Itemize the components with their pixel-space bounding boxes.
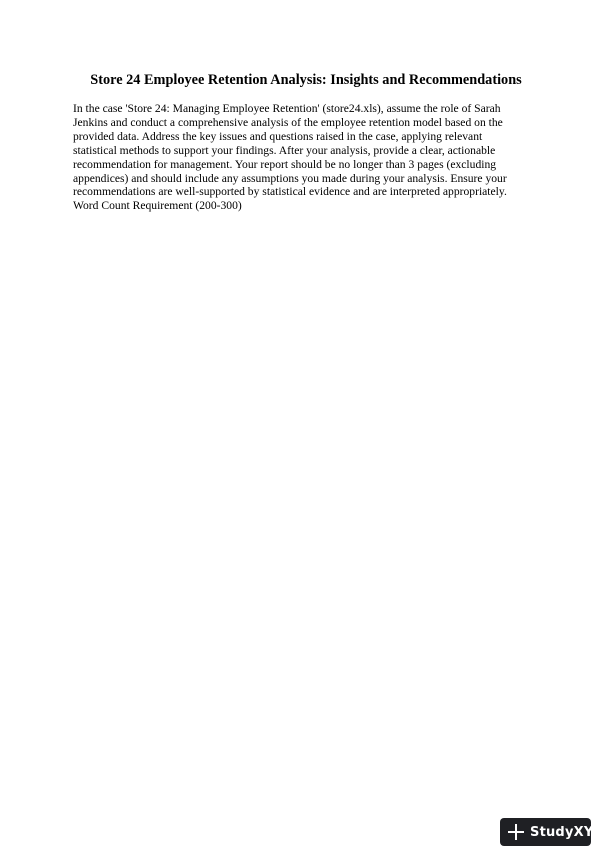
body-line: provided data. Address the key issues and questions raised in the case, applying relevant — [73, 129, 483, 143]
body-line: recommendations are well-supported by statistical evidence and are interpreted appropriately. — [73, 185, 507, 199]
body-line: Word Count Requirement (200-300) — [73, 199, 242, 213]
document-body — [73, 102, 543, 213]
studyxy-watermark-badge[interactable] — [500, 818, 594, 846]
plus-icon — [508, 824, 524, 840]
document-title: Store 24 Employee Retention Analysis: Insights and Recommendations — [90, 72, 522, 88]
body-line: statistical methods to support your findings. After your analysis, provide a clear, actionable — [73, 143, 496, 157]
body-line: In the case 'Store 24: Managing Employee Retention' (store24.xls), assume the role of Sarah — [73, 102, 501, 115]
body-line: recommendation for management. Your report should be no longer than 3 pages (excluding — [73, 157, 497, 171]
body-line: Jenkins and conduct a comprehensive analysis of the employee retention model based on the — [73, 115, 503, 129]
body-line: appendices) and should include any assumptions you made during your analysis. Ensure your — [73, 171, 507, 185]
studyxy-brand-text: StudyXY — [530, 824, 594, 840]
